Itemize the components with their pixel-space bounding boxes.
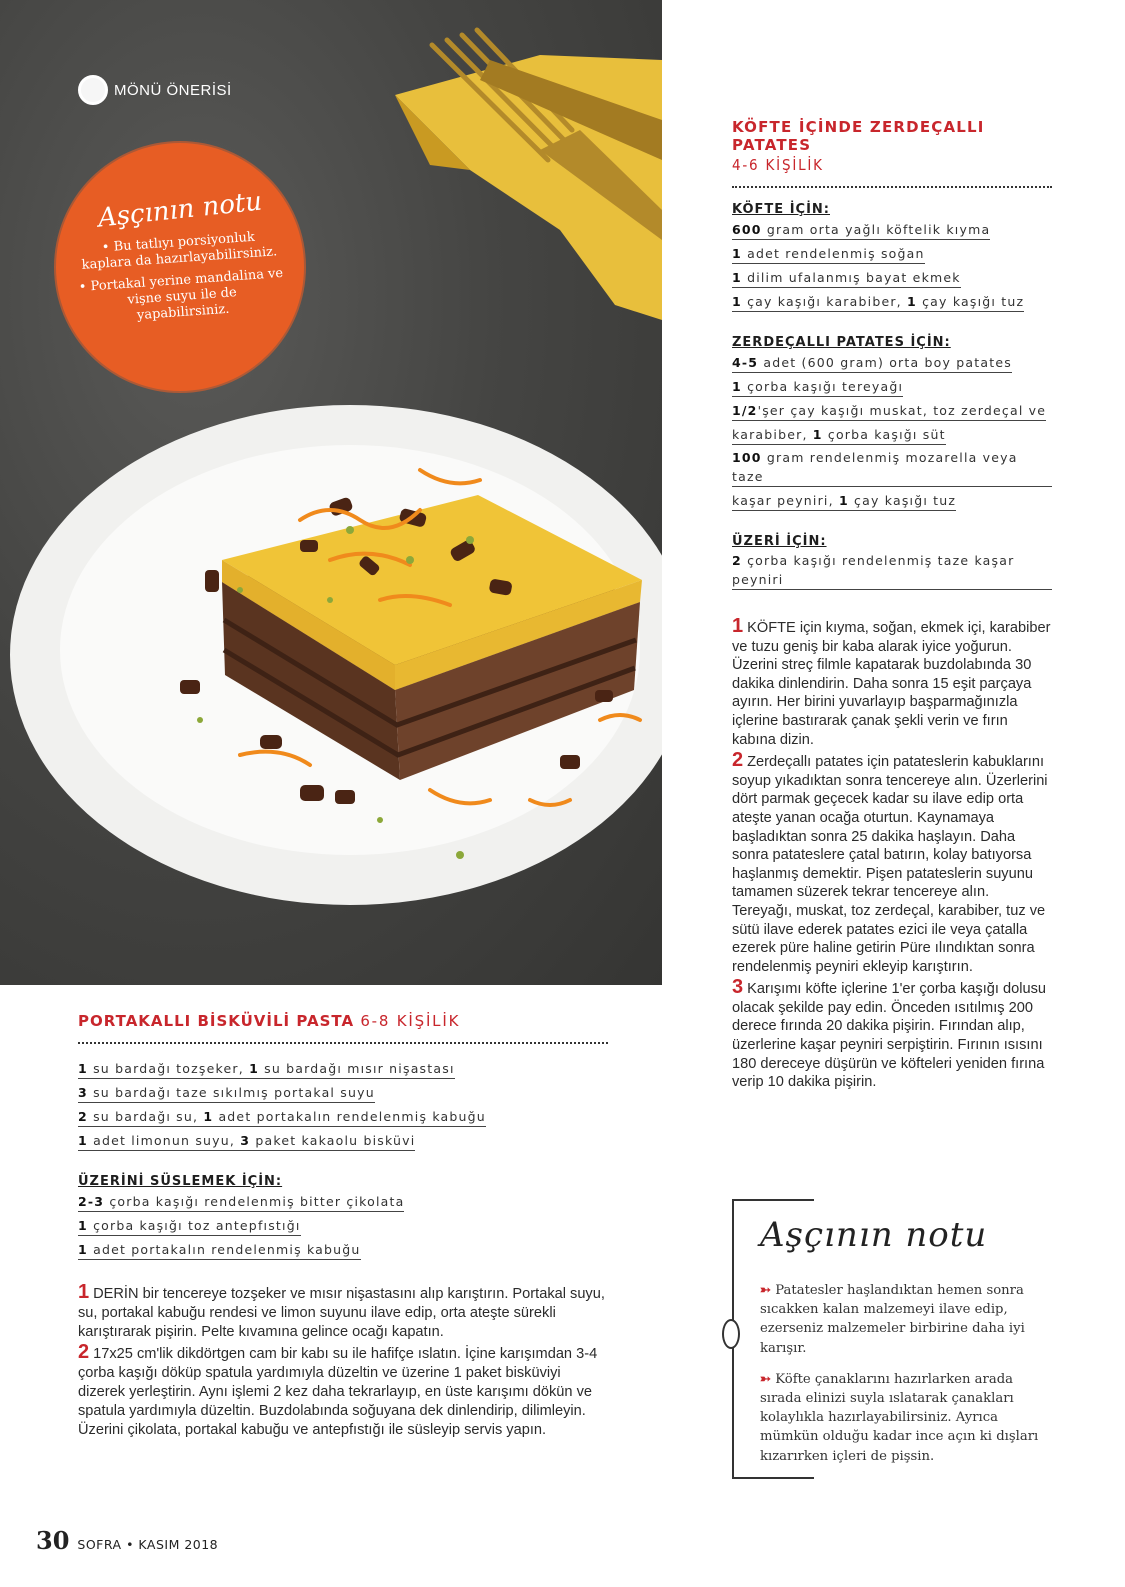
- recipe-kofte: [732, 118, 1052, 1094]
- ingredient-item: 2-3 çorba kaşığı rendelenmiş bitter çikolata: [78, 1192, 404, 1212]
- section-heading: ÜZERİ İÇİN:: [732, 534, 827, 549]
- menu-suggestion-tag: [78, 75, 232, 105]
- ingredient-item: 600 gram orta yağlı köftelik kıyma: [732, 220, 990, 240]
- ingredient-item: 1 çorba kaşığı tereyağı: [732, 377, 903, 397]
- ingredient-item: 2 çorba kaşığı rendelenmiş taze kaşar peyniri: [732, 551, 1052, 590]
- step-item: 1 KÖFTE için kıyma, soğan, ekmek içi, karabiber ve tuzu geniş bir kaba alarak iyice yoğurun. Üzerini streç filmle kapatarak buzdolabında 30 dakika dinlendirin. Daha sonra 15 eşit parçaya ayırın. Her birini yuvarlayıp başparmağınızla içlerine bastırarak çanak şekli verin ve fırın kabına dizin.: [732, 615, 1051, 748]
- ingredient-list: [732, 551, 1052, 593]
- ingredient-item: kaşar peyniri, 1 çay kaşığı tuz: [732, 491, 956, 511]
- ingredient-item: 4-5 adet (600 gram) orta boy patates: [732, 353, 1012, 373]
- step-item: 3 Karışımı köfte içlerine 1'er çorba kaşığı dolusu olacak şekilde pay edin. Önceden ısıtılmış 200 derece fırında 20 dakika pişirin. Fırından alıp, üzerlerine kaşar peyniri serpiştirin. Fırının ısısını 180 dereceye düşürün ve köfteleri yeniden fırına verip 10 dakika pişirin.: [732, 976, 1046, 1091]
- ingredient-list: [732, 352, 1052, 514]
- circle-icon: [78, 75, 108, 105]
- ingredient-item: 1 su bardağı tozşeker, 1 su bardağı mısır nişastası: [78, 1059, 455, 1079]
- section-heading: KÖFTE İÇİN:: [732, 202, 830, 217]
- section-heading: ÜZERİNİ SÜSLEMEK İÇİN:: [78, 1174, 283, 1189]
- ingredient-item: 2 su bardağı su, 1 adet portakalın rendelenmiş kabuğu: [78, 1107, 486, 1127]
- page-footer: [36, 1526, 218, 1555]
- ingredient-list: [78, 1058, 608, 1154]
- chef-note-circle: [56, 143, 304, 391]
- ingredient-item: 1/2'şer çay kaşığı muskat, toz zerdeçal ve: [732, 401, 1046, 421]
- recipe-pasta: [78, 1012, 608, 1441]
- recipe-title: KÖFTE İÇİNDE ZERDEÇALLI PATATES: [732, 118, 985, 154]
- dotted-divider: [78, 1042, 608, 1044]
- chef-note-item: • Portakal yerine mandalina ve vişne suyu ile de yapabilirsiniz.: [78, 265, 284, 324]
- chef-note-body: [75, 228, 287, 334]
- ingredient-item: 1 dilim ufalanmış bayat ekmek: [732, 268, 961, 288]
- recipe-servings: 6-8 KİŞİLİK: [360, 1012, 461, 1030]
- chef-note-title: Aşçının notu: [96, 186, 264, 234]
- page-number: 30: [36, 1526, 70, 1555]
- chef-note-item: ➳ Köfte çanaklarını hazırlarken arada sırada elinizi suyla ıslatarak çanakları kolaylıkla hazırlayabilirsiniz. Ayrıca mümkün olduğu kadar ince açın ki dışları kızarırken içleri de pişsin.: [760, 1371, 1039, 1464]
- step-number: 1: [78, 1281, 90, 1303]
- food-photo: [0, 0, 662, 985]
- dotted-divider: [732, 186, 1052, 188]
- ingredient-list: [732, 219, 1052, 315]
- step-item: 2 17x25 cm'lik dikdörtgen cam bir kabı su ile hafifçe ıslatın. İçine karışımdan 3-4 çorba kaşığı döküp spatula yardımıyla düzeltin ve üzerine 1 paket bisküviyi dizerek yerleştirin. Aynı işlemi 2 kez daha tekrarlayıp, en üste karışımı dökün ve spatula yardımıyla düzeltin. Buzdolabında soğuyana dek dinlendirip, dilimleyin. Üzerini çikolata, portakal kabuğu ve antepfıstığı ile süsleyip servis yapın.: [78, 1341, 598, 1438]
- ingredient-item: 1 adet portakalın rendelenmiş kabuğu: [78, 1240, 361, 1260]
- magazine-issue: SOFRA • KASIM 2018: [77, 1537, 219, 1552]
- ingredient-item: 3 su bardağı taze sıkılmış portakal suyu: [78, 1083, 375, 1103]
- chef-note-item: • Bu tatlıyı porsiyonluk kaplara da hazırlayabilirsiniz.: [81, 229, 278, 273]
- ingredient-item: 1 adet rendelenmiş soğan: [732, 244, 925, 264]
- chef-note-body: [760, 1281, 1040, 1478]
- ingredient-item: 1 çay kaşığı karabiber, 1 çay kaşığı tuz: [732, 292, 1024, 312]
- chef-note-item: ➳ Patatesler haşlandıktan hemen sonra sıcakken kalan malzemeyi ilave edip, ezerseniz malzemeler birbirine daha iyi karışır.: [760, 1283, 1025, 1356]
- bracket-hook: [722, 1319, 740, 1349]
- step-number: 3: [732, 976, 744, 999]
- step-item: 2 Zerdeçallı patates için patateslerin kabuklarını soyup yıkadıktan sonra tencereye alın. Üzerlerini dört parmak geçecek kadar su ilave edip orta ateşte yanan ocağa oturtun. Kaynamaya başladıktan sonra 25 dakika haşlayın. Daha sonra patateslere çatal batırın, kolay batıyorsa haşlanmış demektir. Pişen patateslerin suyunu tamamen süzerek tekrar tencereye alın. Tereyağı, muskat, toz zerdeçal, karabiber, tuz ve sütü ilave ederek patates ezici ile veya çatalla ezerek püre haline getirin Püre ılındıktan sonra rendelenmiş peyniri ekleyip karıştırın.: [732, 749, 1048, 975]
- step-number: 1: [732, 615, 744, 637]
- recipe-servings: 4-6 KİŞİLİK: [732, 156, 824, 174]
- recipe-title: PORTAKALLI BİSKÜVİLİ PASTA 6-8 KİŞİLİK: [78, 1012, 461, 1030]
- arrow-icon: ➳: [760, 1371, 772, 1387]
- recipe-steps: [78, 1283, 608, 1439]
- step-number: 2: [78, 1341, 90, 1364]
- cake-illustration: [0, 0, 662, 985]
- ingredient-list: [78, 1191, 608, 1263]
- menu-tag-label: MÖNÜ ÖNERİSİ: [114, 81, 232, 99]
- ingredient-item: 100 gram rendelenmiş mozarella veya taze: [732, 448, 1052, 487]
- ingredient-item: 1 adet limonun suyu, 3 paket kakaolu bisküvi: [78, 1131, 415, 1151]
- chef-note-box: [732, 1199, 1039, 1475]
- step-item: 1 DERİN bir tencereye tozşeker ve mısır nişastasını alıp karıştırın. Portakal suyu, su, portakal kabuğu rendesi ve limon suyunu ilave edip, orta ateşte sürekli karıştırarak pişirin. Pelte kıvamına gelince ocağı kapatın.: [78, 1281, 605, 1340]
- ingredient-item: 1 çorba kaşığı toz antepfıstığı: [78, 1216, 301, 1236]
- arrow-icon: ➳: [760, 1283, 772, 1298]
- chef-note-title: Aşçının notu: [760, 1215, 988, 1255]
- section-heading: ZERDEÇALLI PATATES İÇİN:: [732, 335, 951, 350]
- ingredient-item: karabiber, 1 çorba kaşığı süt: [732, 425, 946, 445]
- step-number: 2: [732, 749, 744, 772]
- recipe-steps: [732, 617, 1052, 1092]
